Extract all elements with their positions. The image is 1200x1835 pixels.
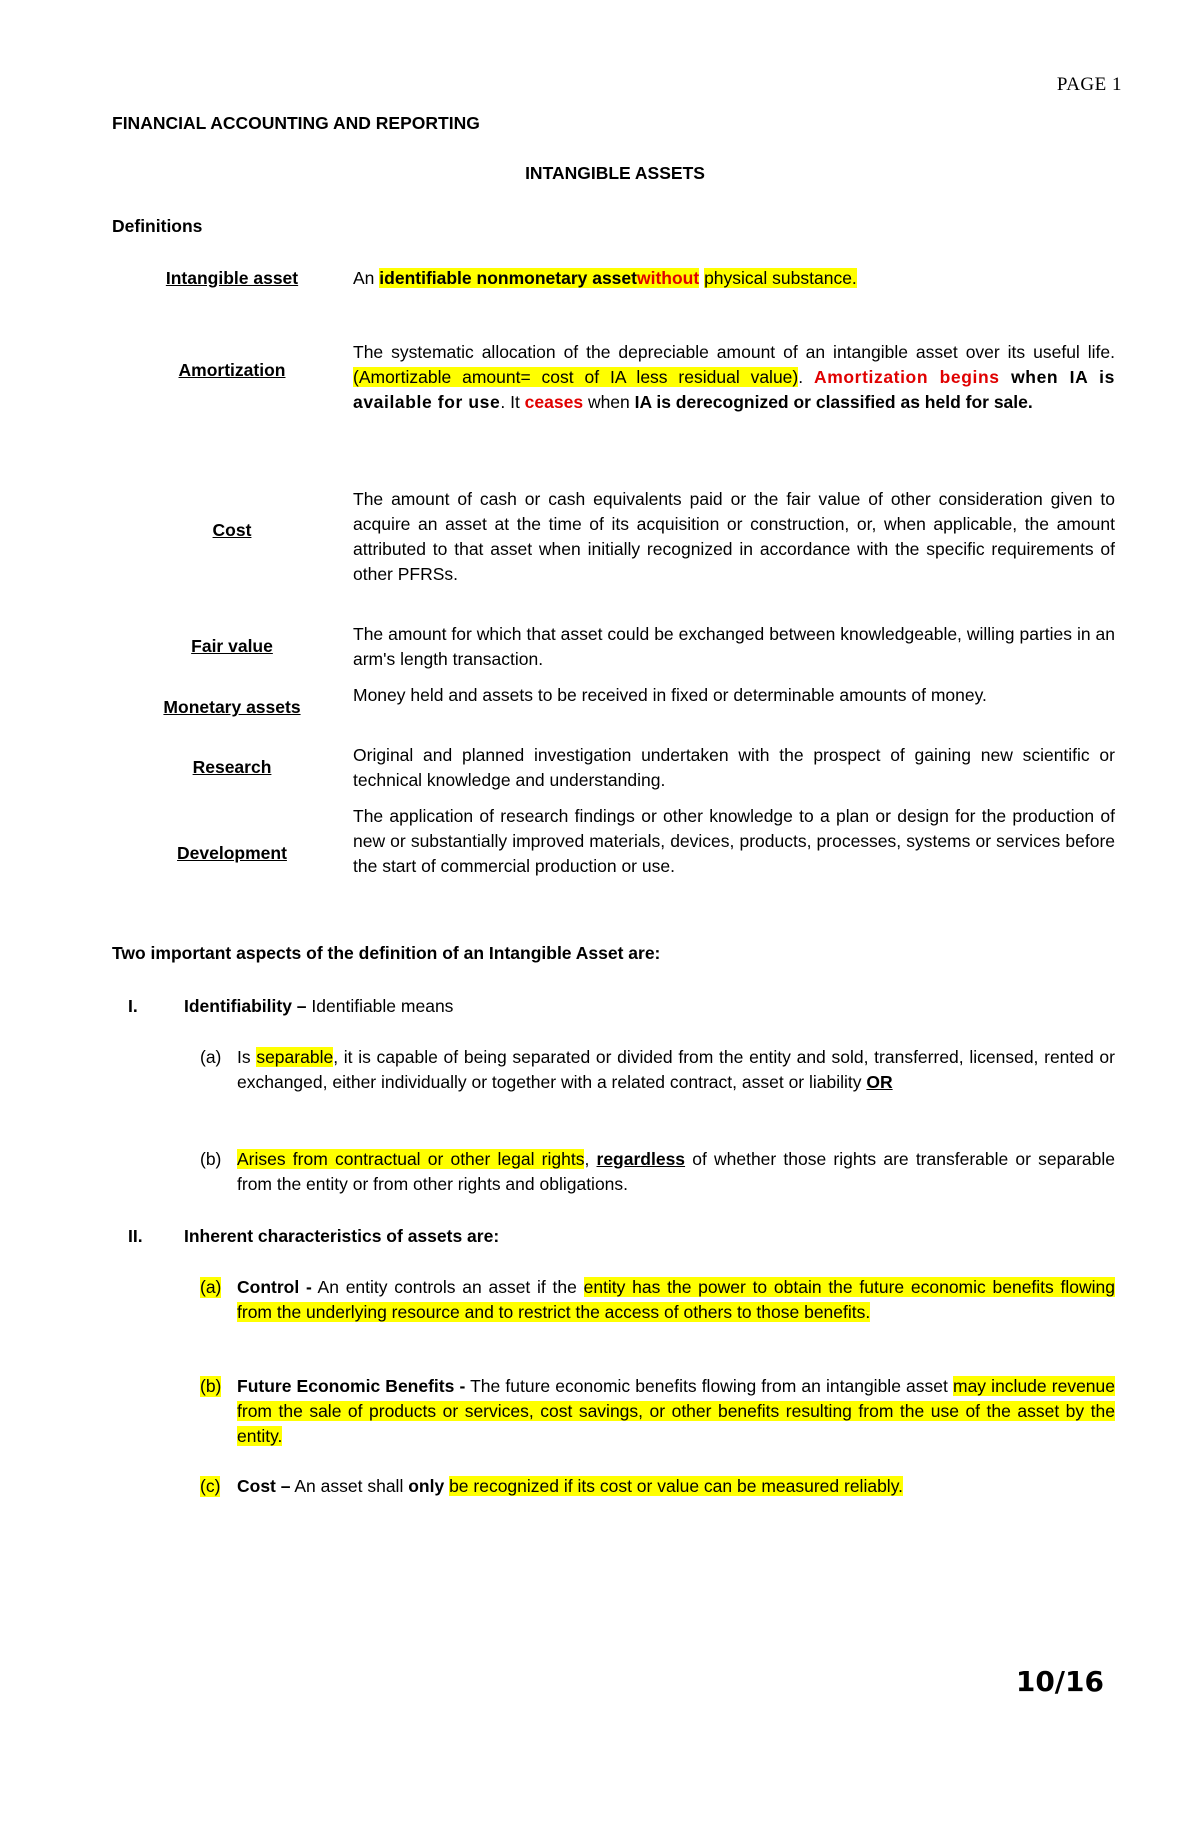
page-counter: 10/16 xyxy=(1015,1665,1104,1698)
definition-research: Original and planned investigation undertaken with the prospect of gaining new scientific or technical knowledge and understanding. xyxy=(353,745,1115,790)
bold-text: Future Economic Benefits - xyxy=(237,1376,466,1396)
definition-amortization xyxy=(353,340,1115,415)
page-label: PAGE 1 xyxy=(1056,74,1122,95)
definitions-heading: Definitions xyxy=(112,216,203,236)
bold-text: only xyxy=(408,1476,445,1496)
item-ii-a-text xyxy=(237,1275,1115,1325)
item-ii-b-label: (b) xyxy=(200,1376,222,1396)
item-ii-a-label: (a) xyxy=(200,1277,222,1297)
highlighted-text: be recognized if its cost or value can be measured reliably. xyxy=(449,1476,904,1496)
item-text: , xyxy=(584,1149,597,1169)
item-i-a-label: (a) xyxy=(200,1047,222,1067)
section-ii-title: Inherent characteristics of assets are: xyxy=(184,1226,500,1246)
term-research: Research xyxy=(192,757,272,777)
highlighted-text: may include revenue from the sale of products or services, cost savings, or other benefits resulting from the use of the asset by the entity. xyxy=(237,1376,1116,1446)
aspects-heading: Two important aspects of the definition of an Intangible Asset are: xyxy=(112,943,661,963)
highlighted-text: Arises from contractual or other legal rights xyxy=(237,1149,585,1169)
def-text: . xyxy=(798,367,814,387)
item-text: An entity controls an asset if the xyxy=(311,1277,584,1297)
document-subtitle: INTANGIBLE ASSETS xyxy=(525,163,705,183)
highlighted-text: physical substance. xyxy=(704,268,857,288)
item-i-b-text xyxy=(237,1147,1115,1197)
section-i-heading xyxy=(184,996,453,1017)
def-text: . It xyxy=(500,392,525,412)
bold-text: Cost – xyxy=(237,1476,291,1496)
red-emphasis: without xyxy=(636,268,700,288)
def-text: An xyxy=(353,268,380,288)
term-cost: Cost xyxy=(212,520,252,540)
red-emphasis: Amortization begins xyxy=(813,367,1000,387)
term-amortization: Amortization xyxy=(178,360,286,380)
section-i-numeral: I. xyxy=(128,996,138,1016)
definition-fair-value: The amount for which that asset could be exchanged between knowledgeable, willing parties in an arm's length transaction. xyxy=(353,624,1115,669)
term-intangible-asset: Intangible asset xyxy=(165,268,299,288)
def-text: The systematic allocation of the depreciable amount of an intangible asset over its useful life. xyxy=(353,342,1115,362)
item-i-b-label: (b) xyxy=(200,1149,222,1169)
item-text: An asset shall xyxy=(290,1476,409,1496)
item-ii-c-text xyxy=(237,1474,1115,1499)
item-ii-b-text xyxy=(237,1374,1115,1449)
highlighted-text: separable xyxy=(256,1047,334,1067)
item-ii-c-label: (c) xyxy=(200,1476,221,1496)
item-text: Is xyxy=(237,1047,257,1067)
highlighted-text: identifiable nonmonetary asset xyxy=(379,268,637,288)
document-title: FINANCIAL ACCOUNTING AND REPORTING xyxy=(112,113,480,133)
bold-underlined-text: OR xyxy=(866,1072,893,1092)
bold-underlined-text: regardless xyxy=(596,1149,686,1169)
bold-text: IA is derecognized or classified as held for sale. xyxy=(634,392,1033,412)
item-i-a-text xyxy=(237,1045,1115,1095)
section-i-title: Identifiability – xyxy=(184,996,307,1016)
bold-text: when IA is available for use xyxy=(353,367,1115,412)
definition-monetary-assets: Money held and assets to be received in fixed or determinable amounts of money. xyxy=(353,685,987,705)
red-emphasis: ceases xyxy=(524,392,584,412)
highlighted-text: (Amortizable amount= cost of IA less residual value) xyxy=(353,367,799,387)
section-i-rest: Identifiable means xyxy=(306,996,454,1016)
section-ii-numeral: II. xyxy=(128,1226,143,1246)
item-text: The future economic benefits flowing from an intangible asset xyxy=(465,1376,953,1396)
term-fair-value: Fair value xyxy=(191,636,273,656)
definition-cost: The amount of cash or cash equivalents paid or the fair value of other consideration given to acquire an asset at the time of its acquisition or construction, or, when applicable, the amount attributed to that asset when initially recognized in accordance with the specific requirements of other PFRSs. xyxy=(353,489,1115,584)
bold-text: Control - xyxy=(237,1277,312,1297)
item-text: of whether those rights are transferable or separable from the entity or from other rights and obligations. xyxy=(237,1149,1115,1194)
definition-development: The application of research findings or other knowledge to a plan or design for the production of new or substantially improved materials, devices, products, processes, systems or services before the start of commercial production or use. xyxy=(353,806,1115,876)
highlighted-text: entity has the power to obtain the future economic benefits flowing from the underlying resource and to restrict the access of others to those benefits. xyxy=(237,1277,1116,1322)
term-development: Development xyxy=(177,843,287,863)
definition-intangible-asset xyxy=(353,266,1115,291)
term-monetary-assets: Monetary assets xyxy=(163,697,301,717)
item-text: , it is capable of being separated or divided from the entity and sold, transferred, licensed, rented or exchanged, either individually or together with a related contract, asset or liability xyxy=(237,1047,1115,1092)
def-text: when xyxy=(583,392,635,412)
